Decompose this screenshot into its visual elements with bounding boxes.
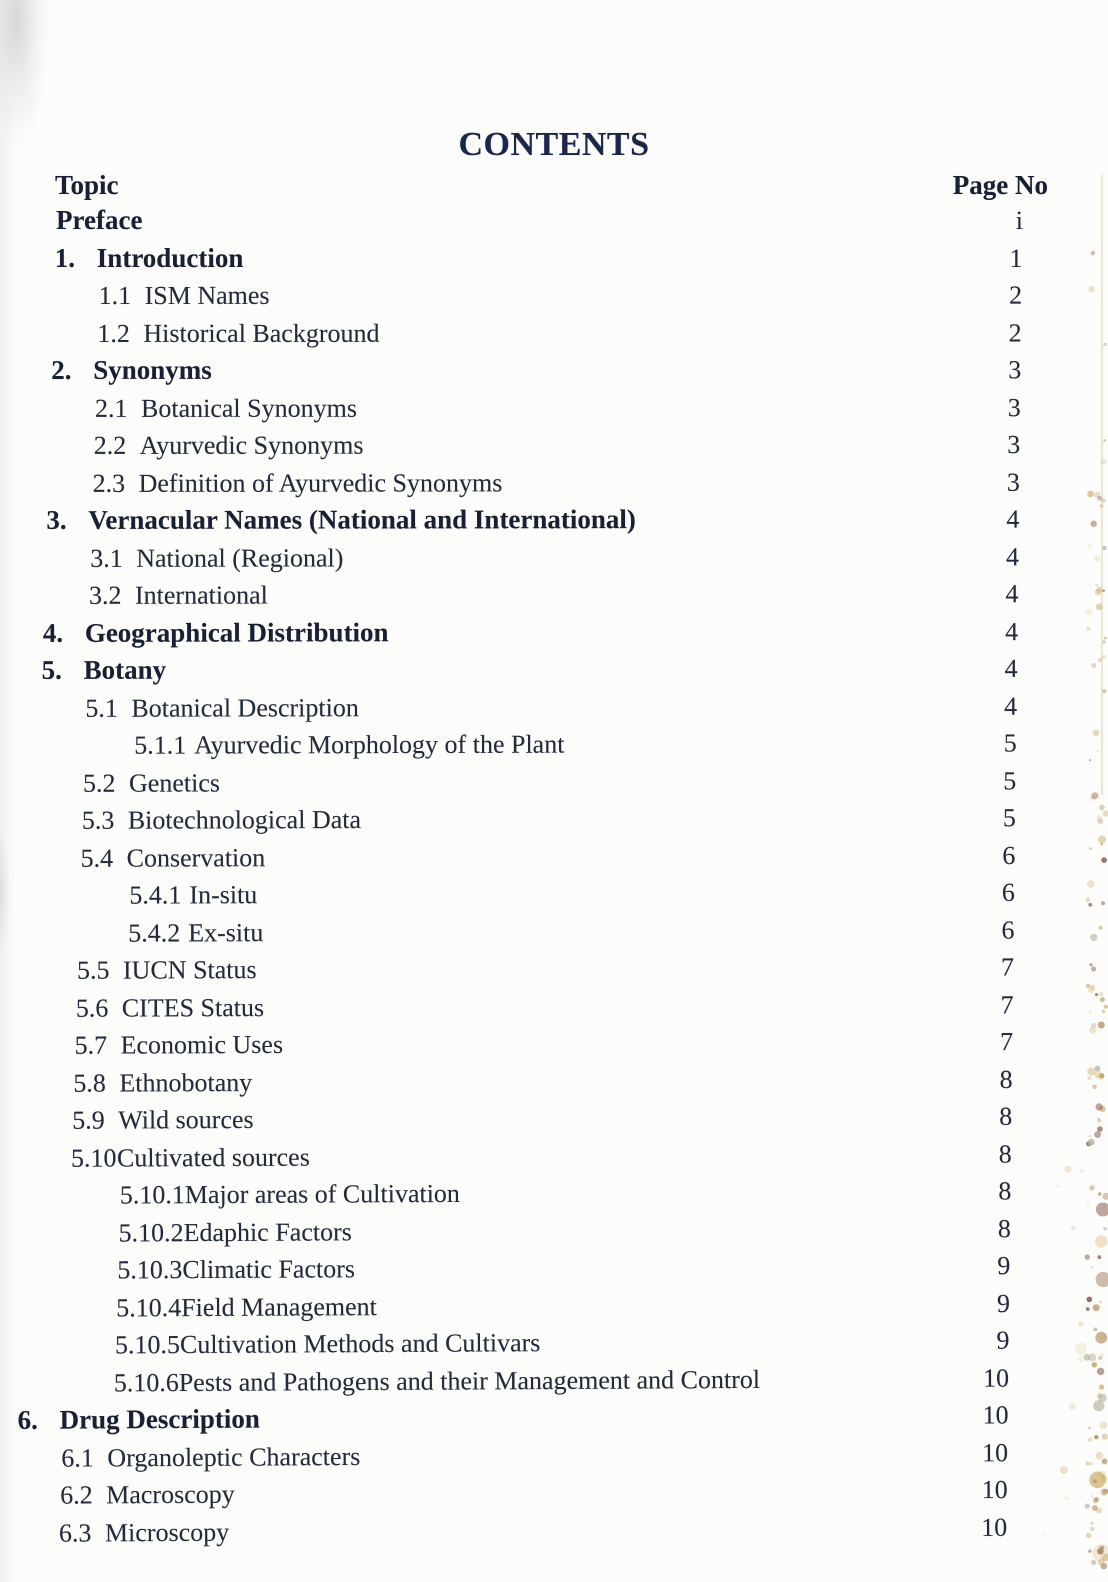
toc-row [0, 799, 1108, 840]
toc-entry [59, 1517, 229, 1548]
entry-label: Botanical Synonyms [140, 392, 357, 423]
entry-page-number: 9 [996, 1325, 1010, 1355]
entry-number: 6.2 [60, 1480, 93, 1510]
toc-row [0, 314, 1108, 352]
entry-page-number: 8 [998, 1176, 1012, 1206]
toc-entry [134, 729, 564, 760]
entry-number: 1.1 [98, 280, 132, 310]
toc-row [0, 985, 1108, 1027]
entry-number: 5.3 [81, 805, 115, 835]
toc-row [0, 1060, 1108, 1102]
entry-page-number: 2 [1008, 317, 1022, 347]
entry-label: Microscopy [104, 1516, 230, 1547]
entry-label: Ethnobotany [119, 1067, 253, 1097]
entry-page-number: 8 [999, 1101, 1013, 1131]
entry-page-number: 8 [999, 1064, 1013, 1094]
toc-entry [89, 580, 268, 610]
toc-row [0, 874, 1108, 915]
entry-number: 5.10.4 [116, 1292, 182, 1322]
toc-row [0, 1396, 1108, 1440]
entry-number: 1. [54, 242, 76, 273]
toc-entry [73, 1067, 252, 1098]
entry-page-number: 6 [1001, 914, 1015, 944]
entry-page-number: 7 [1000, 1026, 1014, 1056]
entry-page-number: 9 [997, 1250, 1011, 1280]
toc-row [0, 1321, 1108, 1364]
toc-row [0, 1172, 1108, 1215]
entry-page-number: 3 [1008, 355, 1022, 385]
toc-entry [94, 430, 364, 460]
entry-number: 2.3 [92, 468, 126, 498]
toc-row [0, 1284, 1108, 1327]
toc-column-headers [0, 168, 1108, 202]
entry-page-number: 4 [1006, 504, 1020, 534]
topic-column-header: Topic [55, 169, 119, 200]
toc-entry [95, 393, 357, 423]
entry-page-number: 3 [1006, 467, 1020, 497]
entry-label: Botanical Description [131, 692, 359, 722]
page-number-column-header: Page No [952, 169, 1048, 200]
entry-label: Conservation [126, 842, 266, 872]
toc-row [0, 1135, 1108, 1177]
entry-number: 6.3 [58, 1517, 92, 1547]
entry-page-number: 4 [1005, 616, 1019, 646]
entry-label: Botany [83, 654, 167, 686]
toc-entry [60, 1479, 235, 1510]
entry-page-number: 4 [1004, 653, 1018, 683]
entry-number: 5.4.1 [129, 880, 182, 910]
toc-entry [85, 692, 359, 723]
toc-entry [93, 468, 503, 499]
entry-label: Geographical Distribution [84, 617, 389, 648]
entry-page-number: 10 [981, 1512, 1008, 1542]
toc-row [0, 1023, 1108, 1065]
entry-page-number: 5 [1003, 765, 1017, 795]
entry-number: 2. [51, 355, 72, 386]
entry-number: 6.1 [61, 1442, 94, 1472]
toc-list [0, 202, 1108, 1552]
toc-row [0, 911, 1108, 952]
entry-label: Cultivated sources [116, 1141, 310, 1172]
toc-row [0, 575, 1108, 614]
toc-row [0, 612, 1108, 652]
toc-entry [99, 281, 270, 311]
toc-entry [82, 805, 361, 836]
entry-number: 5.10 [70, 1142, 117, 1172]
entry-label: Genetics [128, 767, 221, 797]
entry-page-number: 8 [998, 1138, 1012, 1168]
toc-entry [42, 655, 167, 686]
entry-number: 5.10.5 [114, 1329, 181, 1360]
toc-entry [72, 1105, 254, 1136]
entry-number: 6. [17, 1405, 38, 1436]
entry-page-number: 6 [1001, 877, 1015, 907]
entry-label: CITES Status [121, 992, 265, 1022]
entry-label: Historical Background [143, 318, 380, 348]
entry-number: 2.2 [93, 430, 127, 460]
entry-label: Biotechnological Data [127, 804, 362, 835]
entry-label: Drug Description [59, 1403, 260, 1435]
entry-page-number: 4 [1004, 690, 1018, 720]
entry-number: 5.9 [72, 1105, 105, 1135]
entry-number: 5.10.3 [117, 1254, 183, 1285]
entry-number: 5.4.2 [128, 917, 181, 947]
entry-page-number: 10 [982, 1400, 1009, 1430]
entry-page-number: 8 [997, 1213, 1011, 1243]
toc-entry [128, 917, 263, 947]
toc-entry [129, 880, 257, 910]
toc-entry [116, 1291, 377, 1322]
entry-page-number: 5 [1002, 802, 1016, 832]
entry-number: 5.10.6 [113, 1367, 179, 1397]
toc-row [0, 202, 1108, 240]
entry-label: National (Regional) [136, 542, 344, 573]
toc-entry [83, 768, 220, 798]
toc-row [0, 239, 1108, 277]
toc-entry [81, 842, 266, 873]
toc-row [0, 463, 1108, 502]
toc-row [0, 1247, 1108, 1290]
entry-number: 5.1.1 [134, 730, 187, 760]
entry-page-number: 1 [1009, 243, 1023, 273]
toc-row [0, 724, 1108, 764]
toc-row [0, 1470, 1108, 1514]
entry-number: 5.5 [76, 955, 110, 985]
entry-label: Ex-situ [188, 917, 264, 947]
toc-entry [46, 504, 636, 536]
entry-label: Cultivation Methods and Cultivars [179, 1327, 541, 1359]
toc-entry [51, 355, 212, 386]
entry-page-number: 4 [1005, 578, 1019, 608]
entry-number: 5.10.1 [119, 1179, 185, 1210]
entry-label: Climatic Factors [182, 1254, 356, 1284]
entry-page-number: 9 [996, 1288, 1011, 1318]
entry-label: Synonyms [93, 355, 212, 386]
toc-entry [97, 318, 379, 348]
toc-entry [75, 1030, 284, 1061]
entry-number: 1.2 [97, 318, 130, 348]
entry-number: 5.1 [85, 692, 118, 723]
toc-row [0, 538, 1108, 577]
entry-label: Preface [56, 205, 143, 236]
toc-entry [90, 543, 343, 573]
entry-page-number: 3 [1007, 429, 1021, 459]
toc-row [0, 762, 1108, 802]
toc-entry [120, 1179, 460, 1211]
entry-number: 5.7 [74, 1030, 108, 1060]
entry-label: Ayurvedic Synonyms [139, 430, 364, 460]
entry-label: Organoleptic Characters [107, 1441, 361, 1472]
toc-row [0, 351, 1108, 389]
entry-number: 5. [41, 655, 62, 686]
entry-number: 5.6 [75, 992, 109, 1022]
toc-entry [43, 617, 389, 649]
entry-label: In-situ [189, 879, 258, 910]
entry-page-number: 5 [1003, 728, 1017, 758]
page-title: CONTENTS [458, 126, 650, 163]
entry-number: 5.10.2 [118, 1217, 184, 1247]
toc-entry [18, 1404, 260, 1436]
toc-entry [55, 243, 244, 274]
entry-page-number: 10 [981, 1474, 1008, 1504]
toc-entry [77, 955, 257, 986]
toc-row [0, 687, 1108, 727]
entry-number: 4. [42, 617, 64, 648]
entry-page-number: 3 [1007, 392, 1021, 422]
entry-page-number: 4 [1005, 541, 1019, 571]
entry-page-number: 2 [1009, 280, 1023, 310]
entry-page-number: 7 [1000, 952, 1015, 982]
toc-row [0, 277, 1108, 315]
entry-number: 5.8 [73, 1067, 106, 1097]
toc-row [0, 426, 1108, 465]
toc-entry [76, 992, 264, 1023]
entry-page-number: 10 [982, 1362, 1010, 1392]
entry-label: Wild sources [118, 1104, 254, 1135]
toc-entry [119, 1217, 352, 1248]
toc-row [0, 1209, 1108, 1252]
toc-row [0, 1097, 1108, 1139]
entry-label: Vernacular Names (National and International) [88, 504, 636, 536]
toc-row [0, 389, 1108, 427]
entry-label: Field Management [181, 1291, 377, 1322]
entry-page-number: 10 [982, 1437, 1009, 1467]
toc-row [0, 1508, 1108, 1552]
toc-entry [71, 1142, 310, 1173]
toc-entry [114, 1364, 760, 1397]
entry-number: 3. [46, 505, 67, 536]
entry-number: 5.4 [80, 842, 114, 873]
toc-entry [117, 1254, 355, 1285]
entry-label: IUCN Status [122, 954, 257, 985]
entry-number: 3.1 [90, 543, 123, 573]
entry-page-number: i [1015, 205, 1023, 235]
toc-entry [61, 1441, 360, 1473]
toc-row [0, 948, 1108, 989]
entry-label: Macroscopy [106, 1479, 235, 1510]
entry-label: Definition of Ayurvedic Synonyms [138, 467, 503, 498]
entry-number: 3.2 [88, 580, 122, 610]
entry-label: International [134, 580, 268, 610]
entry-label: ISM Names [144, 280, 270, 310]
entry-label: Introduction [96, 242, 244, 273]
toc-row [0, 1359, 1108, 1402]
entry-page-number: 7 [1000, 989, 1014, 1019]
toc-row [0, 500, 1108, 539]
toc-row [0, 836, 1108, 877]
entry-page-number: 6 [1002, 840, 1016, 870]
entry-label: Edaphic Factors [183, 1216, 352, 1247]
toc-entry [56, 205, 142, 236]
entry-label: Major areas of Cultivation [184, 1178, 460, 1209]
entry-number: 2.1 [94, 393, 128, 423]
toc-entry [115, 1328, 541, 1360]
entry-label: Ayurvedic Morphology of the Plant [194, 729, 565, 760]
entry-label: Pests and Pathogens and their Management and Control [178, 1364, 761, 1397]
entry-label: Economic Uses [120, 1029, 284, 1060]
toc-row [0, 650, 1108, 690]
entry-number: 5.2 [82, 767, 116, 798]
